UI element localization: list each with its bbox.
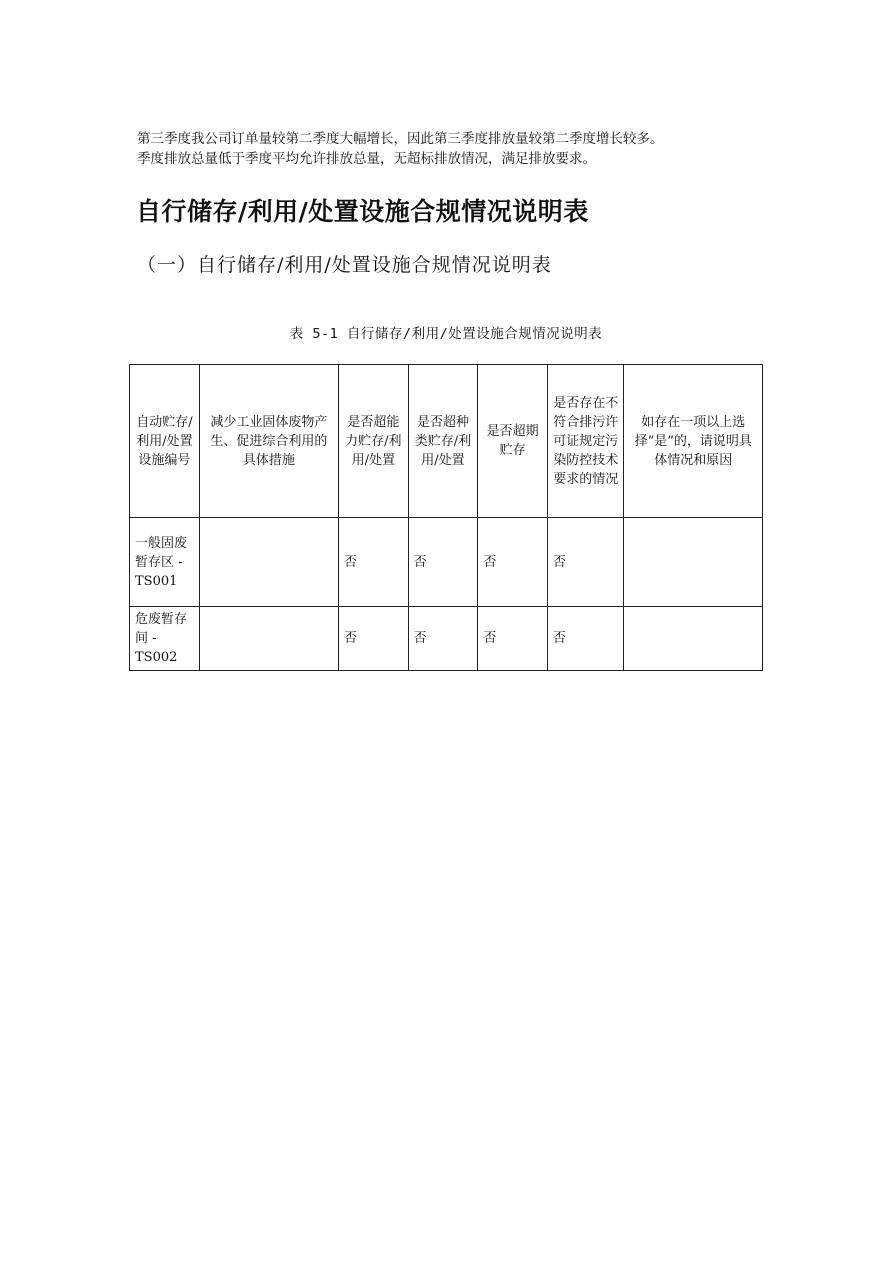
cell-reduction-measures [199,607,338,671]
cell-over-capacity: 否 [339,518,409,607]
header-reduction-measures: 减少工业固体废物产生、促进综合利用的具体措施 [199,365,338,518]
cell-reduction-measures [199,518,338,607]
header-over-period: 是否超期贮存 [478,365,548,518]
cell-over-period: 否 [478,607,548,671]
intro-paragraph [137,129,797,169]
table-caption: 表 5-1 自行储存/利用/处置设施合规情况说明表 [289,326,603,342]
table-header-row [130,365,763,518]
cell-over-type: 否 [408,607,478,671]
cell-over-capacity: 否 [339,607,409,671]
header-facility-id: 自动贮存/利用/处置设施编号 [130,365,200,518]
cell-noncompliance: 否 [547,607,624,671]
cell-explanation [624,607,763,671]
header-over-capacity: 是否超能力贮存/利用/处置 [339,365,409,518]
subsection-heading: （一）自行储存/利用/处置设施合规情况说明表 [137,254,552,276]
intro-line-2: 季度排放总量低于季度平均允许排放总量，无超标排放情况，满足排放要求。 [137,151,596,167]
cell-over-period: 否 [478,518,548,607]
cell-facility-id: 危废暂存间 -TS002 [130,607,200,671]
cell-over-type: 否 [408,518,478,607]
header-explanation: 如存在一项以上选择“是”的，请说明具体情况和原因 [624,365,763,518]
compliance-table [129,364,763,671]
header-over-type: 是否超种类贮存/利用/处置 [408,365,478,518]
section-heading: 自行储存/利用/处置设施合规情况说明表 [136,197,589,226]
table-row [130,518,763,607]
cell-noncompliance: 否 [547,518,624,607]
cell-explanation [624,518,763,607]
intro-line-1: 第三季度我公司订单量较第二季度大幅增长，因此第三季度排放量较第二季度增长较多。 [137,131,664,147]
header-noncompliance: 是否存在不符合排污许可证规定污染防控技术要求的情况 [547,365,624,518]
cell-facility-id: 一般固废暂存区 -TS001 [130,518,200,607]
table-row [130,607,763,671]
